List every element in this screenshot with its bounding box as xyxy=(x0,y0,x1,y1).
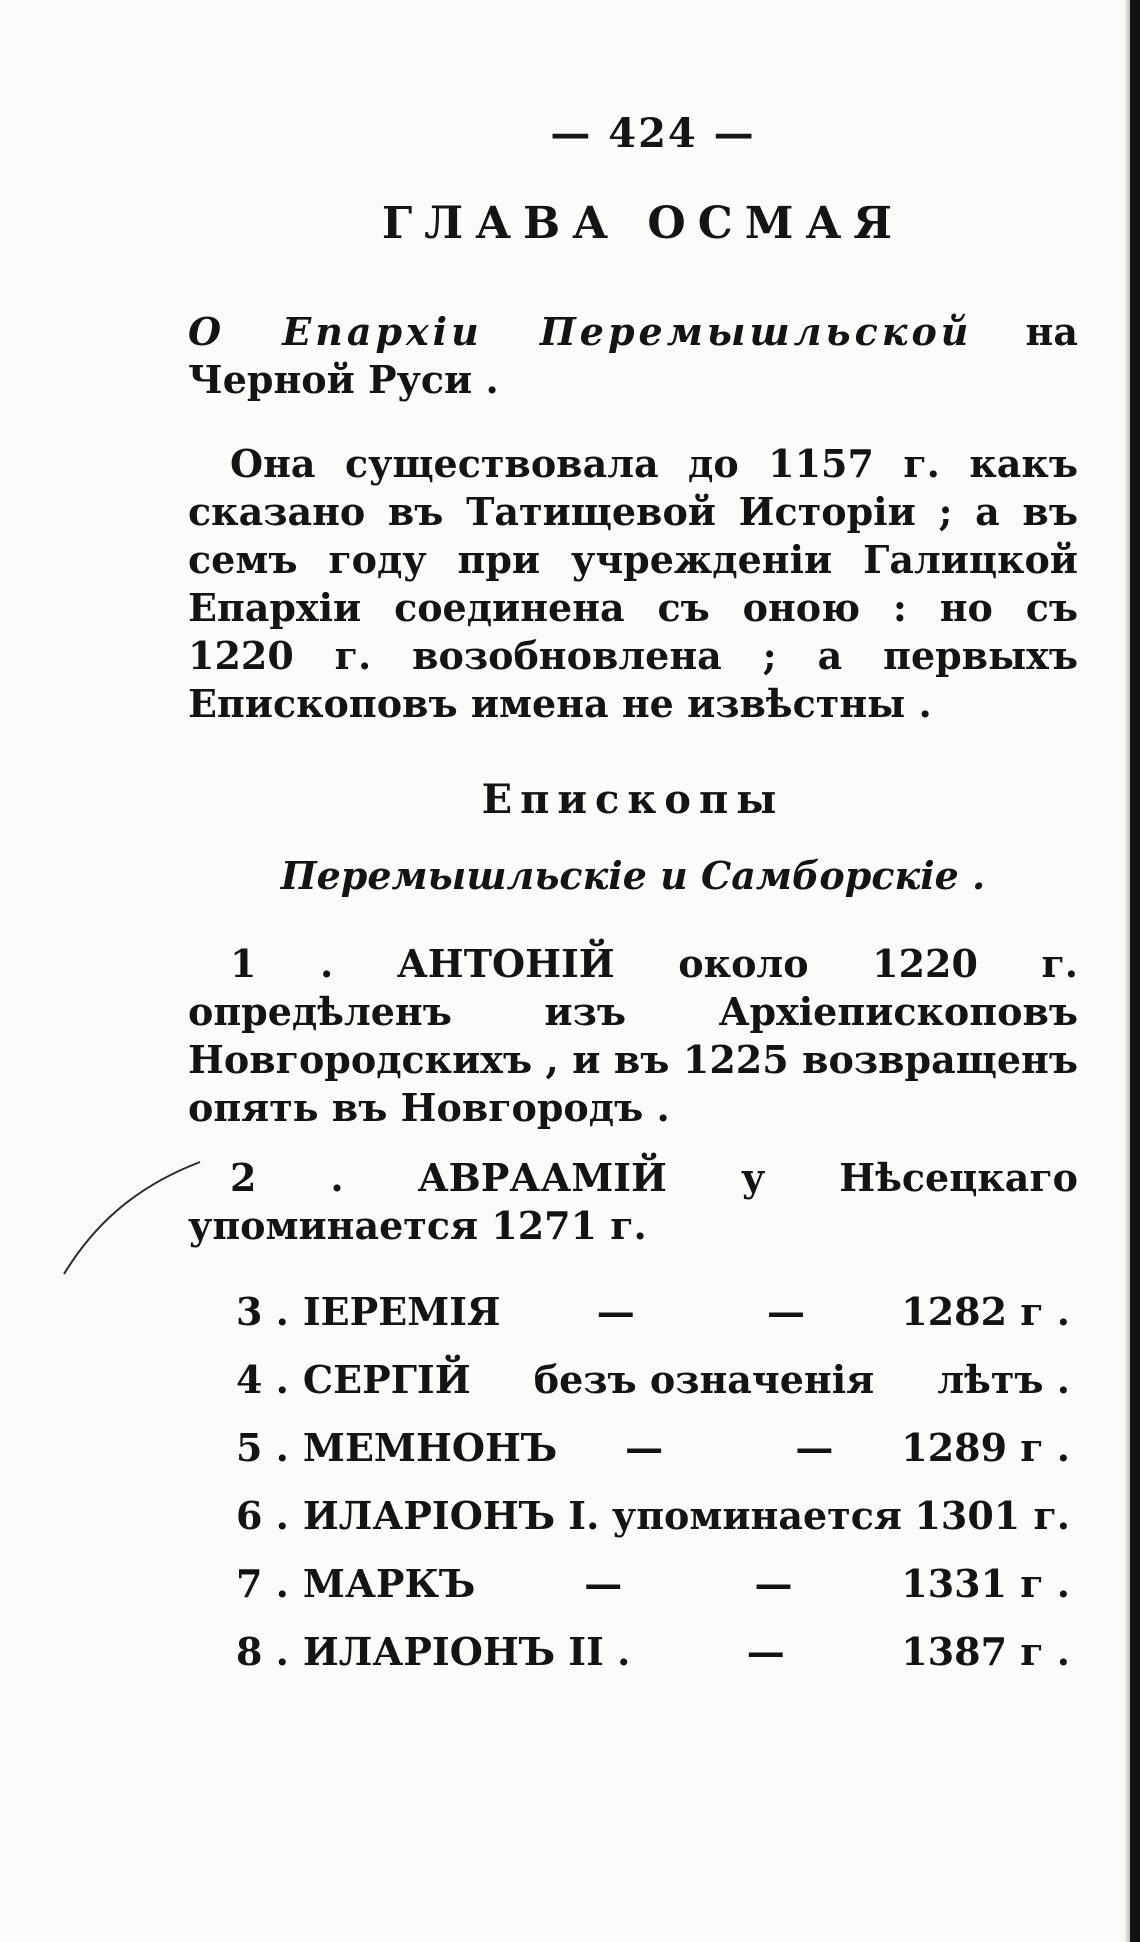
subtitle-rest: на Черной Руси . xyxy=(188,309,1078,402)
row-number: 8 . xyxy=(236,1629,289,1674)
row-year: 1289 г . xyxy=(901,1425,1070,1470)
bishop-entry xyxy=(188,940,1078,1132)
bishop-row xyxy=(188,1560,1078,1608)
row-middle: безъ означенія xyxy=(533,1357,875,1402)
entry-number: 2 . xyxy=(230,1155,344,1200)
row-year: лѣтъ . xyxy=(937,1357,1070,1402)
page-number: — 424 — xyxy=(550,110,756,157)
row-middle: — xyxy=(746,1629,785,1674)
entry-number: 1 . xyxy=(230,941,334,986)
page-edge xyxy=(1130,0,1140,1942)
row-number: 3 . xyxy=(236,1289,289,1334)
section-subheading: Перемышльскіе и Самборскіе . xyxy=(280,853,986,898)
row-year: 1387 г . xyxy=(901,1629,1070,1674)
row-year: 1331 г . xyxy=(901,1561,1070,1606)
chapter-title: ГЛАВА ОСМАЯ xyxy=(381,198,905,249)
bishop-entry xyxy=(188,1154,1078,1250)
row-middle: — — xyxy=(625,1425,834,1470)
row-number: 6 . xyxy=(236,1493,289,1538)
entry-name: АВРААМІЙ xyxy=(417,1155,667,1200)
chapter-subtitle xyxy=(188,308,1078,404)
bishop-row xyxy=(188,1356,1078,1404)
entry-name: АНТОНІЙ xyxy=(396,941,615,986)
intro-paragraph: Она существовала до 1157 г. какъ сказано въ Татищевой Исторіи ; а въ семъ году при учрежденіи Галицкой Епархіи соединена съ оною : но съ 1220 г. возобновлена ; а первыхъ Епископовъ имена не извѣстны . xyxy=(188,441,1078,726)
row-year: 1282 г . xyxy=(901,1289,1070,1334)
row-name: ІЕРЕМІЯ xyxy=(302,1289,501,1334)
row-name: ИЛАРІОНЪ I. xyxy=(302,1493,600,1538)
row-number: 7 . xyxy=(236,1561,289,1606)
bishop-row xyxy=(188,1492,1078,1540)
entry-text: у Нѣсецкаго упоминается 1271 г. xyxy=(188,1155,1078,1248)
row-number: 5 . xyxy=(236,1425,289,1470)
subtitle-italic: О Епархіи Перемышльской xyxy=(188,309,973,354)
row-name: МАРКЪ xyxy=(302,1561,476,1606)
bishop-row xyxy=(188,1424,1078,1472)
bishop-row xyxy=(188,1628,1078,1676)
section-heading: Епископы xyxy=(481,776,785,823)
row-name: ИЛАРІОНЪ II . xyxy=(302,1629,631,1674)
text-column xyxy=(188,110,1078,1676)
row-middle: — — xyxy=(584,1561,793,1606)
row-year: 1301 г. xyxy=(914,1493,1070,1538)
row-name: МЕМНОНЪ xyxy=(302,1425,558,1470)
row-number: 4 . xyxy=(236,1357,289,1402)
entry-text: около 1220 г. опредѣленъ изъ Архіепископовъ Новгородскихъ , и въ 1225 возвращенъ опять въ Новгородъ . xyxy=(188,941,1079,1130)
row-name: СЕРГІЙ xyxy=(302,1357,471,1402)
row-middle: — — xyxy=(596,1289,806,1334)
row-middle: упоминается xyxy=(611,1493,902,1538)
bishop-row xyxy=(188,1288,1078,1336)
